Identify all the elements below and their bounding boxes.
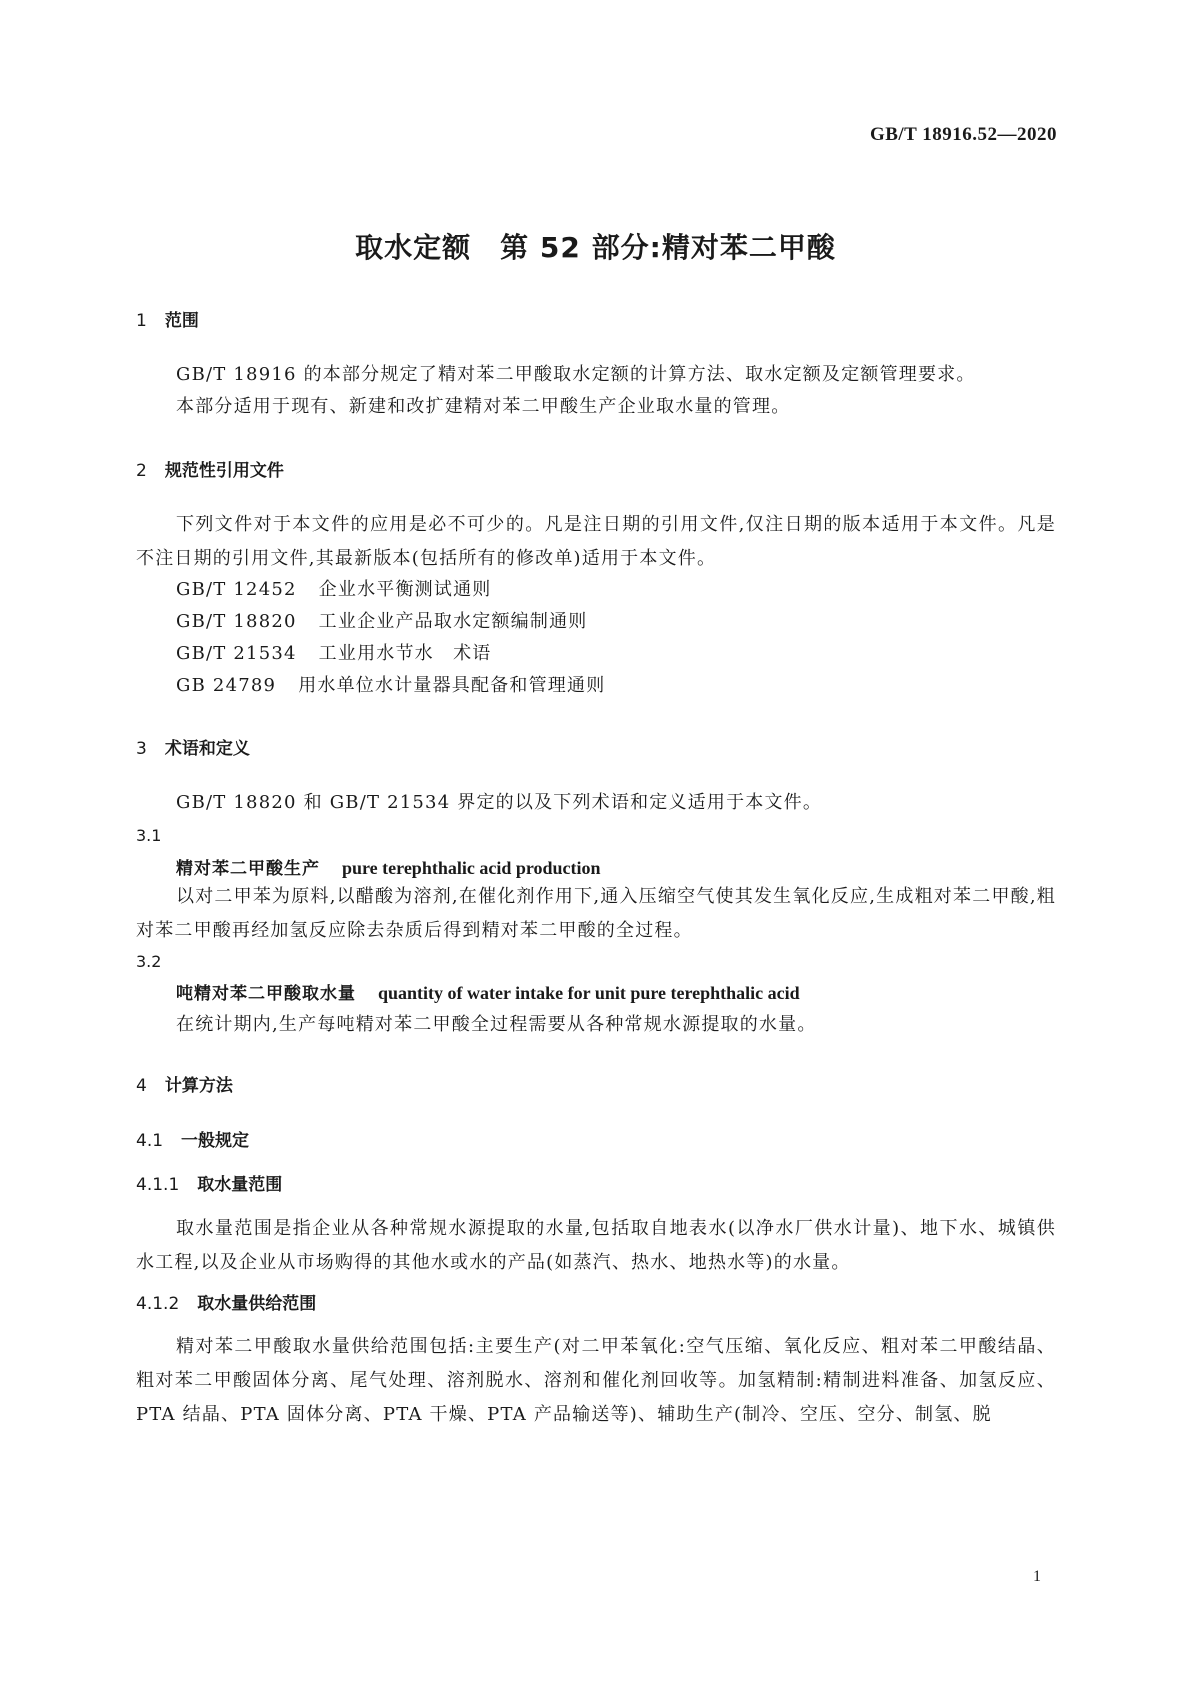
- paragraph: 取水量范围是指企业从各种常规水源提取的水量,包括取自地表水(以净水厂供水计量)、地下水、城镇供水工程,以及企业从市场购得的其他水或水的产品(如蒸汽、热水、地热水等)的水量。: [136, 1218, 1056, 1273]
- term-definition: 以对二甲苯为原料,以醋酸为溶剂,在催化剂作用下,通入压缩空气使其发生氧化反应,生成粗对苯二甲酸,粗对苯二甲酸再经加氢反应除去杂质后得到精对苯二甲酸的全过程。: [136, 886, 1056, 941]
- section-number: 4: [136, 1076, 147, 1096]
- section-title: 术语和定义: [164, 739, 250, 759]
- section-number: 4.1.2: [136, 1294, 180, 1314]
- term-english: pure terephthalic acid production: [342, 858, 601, 878]
- page-number: 1: [1033, 1568, 1041, 1585]
- section-number: 1: [136, 311, 147, 331]
- section-2-heading: [136, 456, 284, 481]
- reference-title: 工业用水节水 术语: [318, 643, 492, 664]
- paragraph: 本部分适用于现有、新建和改扩建精对苯二甲酸生产企业取水量的管理。: [176, 396, 791, 417]
- reference-title: 企业水平衡测试通则: [318, 579, 492, 600]
- document-title: 取水定额 第 52 部分:精对苯二甲酸: [355, 231, 836, 264]
- reference-item: [176, 573, 491, 607]
- paragraph: GB/T 18820 和 GB/T 21534 界定的以及下列术语和定义适用于本文件。: [176, 792, 823, 813]
- reference-item: [176, 669, 605, 703]
- paragraph: GB/T 18916 的本部分规定了精对苯二甲酸取水定额的计算方法、取水定额及定额管理要求。: [176, 364, 976, 385]
- term-number: 3.2: [136, 952, 162, 971]
- subsection-4-1-1-heading: [136, 1170, 282, 1195]
- reference-code: GB/T 12452: [176, 579, 297, 600]
- reference-title: 用水单位水计量器具配备和管理通则: [298, 675, 606, 696]
- reference-code: GB/T 18820: [176, 611, 297, 632]
- subsection-4-1-2-heading: [136, 1289, 316, 1314]
- section-number: 3: [136, 739, 147, 759]
- paragraph: 下列文件对于本文件的应用是必不可少的。凡是注日期的引用文件,仅注日期的版本适用于本文件。凡是不注日期的引用文件,其最新版本(包括所有的修改单)适用于本文件。: [136, 514, 1056, 569]
- term-english: quantity of water intake for unit pure terephthalic acid: [378, 983, 800, 1003]
- section-1-heading: [136, 306, 199, 331]
- section-4-heading: [136, 1071, 233, 1096]
- section-title: 一般规定: [181, 1131, 250, 1151]
- term-number: 3.1: [136, 826, 162, 845]
- section-title: 范围: [164, 311, 199, 331]
- section-3-heading: [136, 734, 250, 759]
- term-definition: 在统计期内,生产每吨精对苯二甲酸全过程需要从各种常规水源提取的水量。: [176, 1014, 817, 1035]
- reference-title: 工业企业产品取水定额编制通则: [318, 611, 588, 632]
- reference-code: GB 24789: [176, 675, 277, 696]
- reference-item: [176, 605, 587, 639]
- standard-code: GB/T 18916.52—2020: [869, 124, 1057, 145]
- term-chinese: 吨精对苯二甲酸取水量: [176, 984, 356, 1004]
- reference-code: GB/T 21534: [176, 643, 297, 664]
- term-entry: [176, 976, 800, 1011]
- term-chinese: 精对苯二甲酸生产: [176, 859, 320, 879]
- section-number: 4.1.1: [136, 1175, 180, 1195]
- section-title: 规范性引用文件: [164, 461, 284, 481]
- subsection-4-1-heading: [136, 1126, 249, 1151]
- section-title: 取水量供给范围: [197, 1294, 317, 1314]
- paragraph: 精对苯二甲酸取水量供给范围包括:主要生产(对二甲苯氧化:空气压缩、氧化反应、粗对苯二甲酸结晶、粗对苯二甲酸固体分离、尾气处理、溶剂脱水、溶剂和催化剂回收等。加氢精制:精制进料准备、加氢反应、PTA 结晶、PTA 固体分离、PTA 干燥、PTA 产品输送等)、辅助生产(制冷、空压、空分、制氢、脱: [136, 1336, 1056, 1425]
- section-number: 4.1: [136, 1131, 164, 1151]
- section-number: 2: [136, 461, 147, 481]
- section-title: 计算方法: [164, 1076, 233, 1096]
- section-title: 取水量范围: [197, 1175, 283, 1195]
- reference-item: [176, 637, 491, 671]
